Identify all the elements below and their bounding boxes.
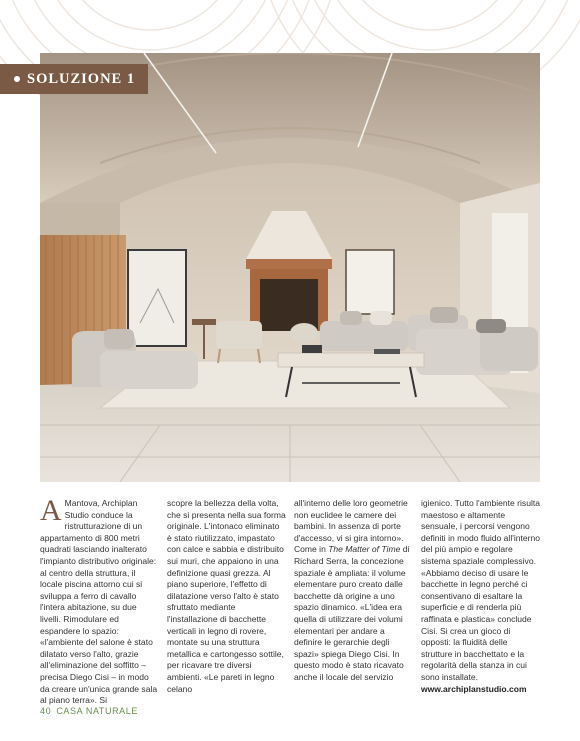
dropcap-letter: A <box>40 494 62 527</box>
article-text-col4: igienico. Tutto l'ambiente risulta maestoso e altamente sensuale, i percorsi vengono definiti in modo fluido all'interno del più ampio e regolare sistema spaziale complessivo. «Abbiamo deciso di usare le bacchette in legno perché ci consentivano di esaltare la superficie e di renderla più raffinata e plastica» conclude Cisi. Si crea un gioco di opposti: la fluidità delle strutture in bacchettato e la regolarità della stanza in cui sono installate. <box>421 498 540 682</box>
page-footer <box>40 706 138 716</box>
article-column-1 <box>40 494 159 706</box>
article-text-col3-b: di Richard Serra, la concezione spaziale è ampliata: il volume elementare puro creato dalle bacchette dà origine a uno spazio dinamico. «L'idea era quella di utilizzare dei volumi elementari per andare a definire le gerarchie degli spazi» spiega Diego Cisi. In questo modo è stato ricavato anche il locale del servizio <box>294 544 410 682</box>
article-text-col2: scopre la bellezza della volta, che si presenta nella sua forma originale. L'intonaco eliminato è stato riutilizzato, impastato con calce e sabbia e distribuito sui muri, che appaiono in una definizione quasi grezza. Al piano superiore, l'effetto di dilatazione verso l'alto è stato sfruttato mediante l'installazione di bacchette verticali in legno di rovere, montate su una struttura metallica e cartongesso sottile, per ricavare tre diversi ambienti. «Le pareti in legno celano <box>167 498 286 694</box>
article-column-2 <box>167 498 286 698</box>
bullet-dot-icon <box>14 76 20 82</box>
article-body <box>40 494 540 706</box>
section-tag-label: SOLUZIONE 1 <box>27 71 136 87</box>
article-text-col1: Mantova, Archiplan Studio conduce la ristrutturazione di un appartamento di 800 metri quadrati lasciando inalterato l'impianto distributivo originale: al centro della struttura, il locale piscina attorno cui si sviluppa a ferro di cavallo l'intera abitazione, su due livelli. Rimodulare ed espandere lo spazio: «l'ambiente del salone è stato dilatato verso l'alto, grazie all'eliminazione del soffitto – precisa Diego Cisi – in modo da creare un'unica grande sala al piano terra». Si <box>40 498 158 706</box>
article-text-col3-a: all'interno delle loro geometrie non euclidee le camere dei bambini. In assenza di porte d'accesso, vi si gira intorno». Come in <box>294 498 408 555</box>
artwork-title: The Matter of Time <box>328 544 401 555</box>
magazine-name: CASA NATURALE <box>56 706 138 716</box>
article-column-4 <box>421 498 540 698</box>
studio-website-link[interactable]: www.archiplanstudio.com <box>421 683 527 694</box>
article-column-3 <box>294 498 413 698</box>
interior-photo <box>40 53 540 482</box>
page-number: 40 <box>40 706 52 716</box>
section-tag <box>0 64 148 94</box>
